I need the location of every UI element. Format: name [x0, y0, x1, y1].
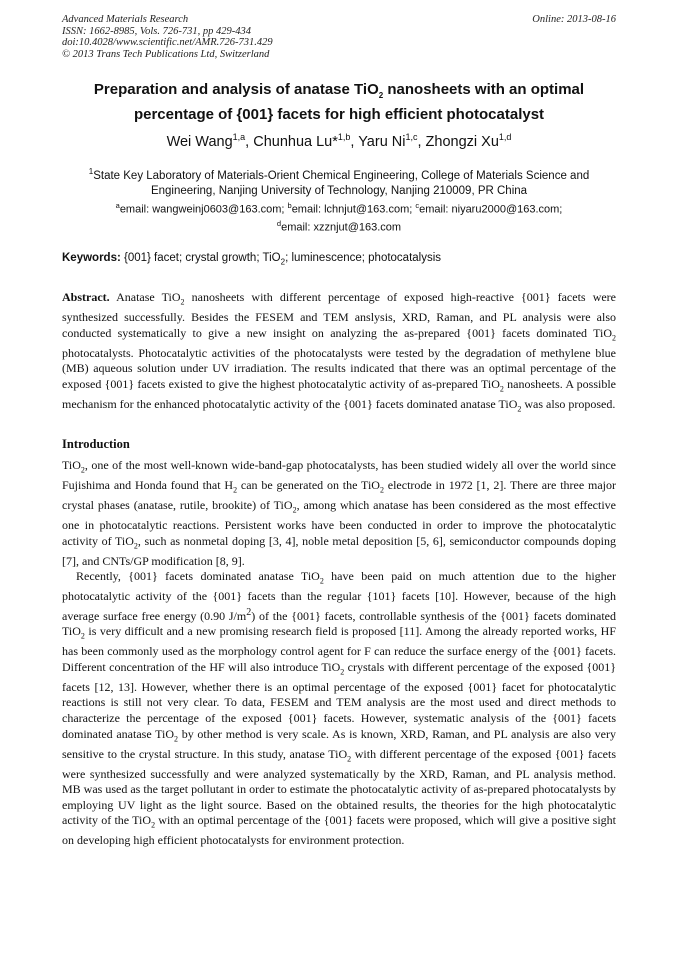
- copyright-line: © 2013 Trans Tech Publications Ltd, Switzerland: [62, 48, 270, 60]
- paper-title: Preparation and analysis of anatase TiO$_2$ nanosheets with an optimal percentage of {001} facets for high efficient photocatalyst: [93, 81, 585, 123]
- introduction-body: [62, 458, 616, 849]
- author-name: , Yaru Ni: [350, 133, 406, 150]
- section-heading: Introduction: [62, 437, 130, 451]
- author-name: Wei Wang: [166, 133, 233, 150]
- abstract: Abstract. Anatase TiO$_2$ nanosheets with different percentage of exposed high-reactive {001} facets were synthesized successfully. Besides the FESEM and TEM anslysis, XRD, Raman, and PL analysis were also conducted systematically to give a new insight on analyzing the as-prepared {001} facets dominated TiO$_2$ photocatalysts. Photocatalytic activities of the photocatalysts were tested by the degradation of methylene blue (MB) aqueous solution under UV irradiation. The results indicated that there was an optimal percentage of the exposed {001} facets existed to give the highest photocatalytic activity of as-prepared TiO$_2$ nanosheets. A possible mechanism for the enhanced photocatalytic activity of the {001} facets dominated anatase TiO$_2$ was also proposed.: [62, 290, 617, 414]
- paragraph: Recently, {001} facets dominated anatase TiO$_2$ have been paid on much attention due to the higher photocatalytic activity of the {001} facets than the regular {101} facets [10]. However, because of the high average surface free energy (0.90 $J/m^2$) of the {001} facets, controllable synthesis of the {001} facets dominated TiO$_2$ is very difficult and a new promising research field is proposed [11]. Among the already reported works, HF has been commonly used as the morphology control agent for F can reduce the surface energy of the {001} facets. Different concentration of the HF will also introduce TiO$_2$ crystals with different percentage of the exposed {001} facets [12, 13]. However, whether there is an optimal percentage of the exposed {001} facet for photocatalytic reactions is still not very clear. To data, FESEM and TEM analysis are the most used and direct methods to characterize the percentage of the exposed {001} facets. However, systematic analysis of the {001} facets dominated anatase TiO$_2$ by other method is very scale. As is known, XRD, Raman, and PL analysis are also very sensitive to the crystal structure. In this study, anatase TiO$_2$ with different percentage of the exposed {001} facets were synthesized successfully and were analyzed systematically by the XRD, Raman, and PL analysis method. MB was used as the target pollutant in order to estimate the photocatalytic activity of as-prepared photocatalysts by employing UV light as the light source. Based on the obtained results, the theories for the high photocatalytic activity of the TiO$_2$ with an optimal percentage of the {001} facets were proposed, which will give a positive sight on developing high efficient photocatalysts for environment protection.: [62, 569, 617, 848]
- author-name: , Zhongzi Xu: [417, 133, 499, 150]
- journal-name: Advanced Materials Research: [62, 14, 189, 25]
- paragraph: TiO$_2$, one of the most well-known wide-band-gap photocatalysts, has been studied widely all over the world since Fujishima and Honda found that $H_2$ can be generated on the TiO$_2$ electrode in 1972 [1, 2]. There are three major crystal phases (anatase, rutile, brookite) of TiO$_2$, among which anatase has been considered as the most effective one in photocatalytic reactions. Persistent works have been conducted in order to improve the photocatalytic activity of TiO$_2$, such as nonmetal doping [3, 4], noble metal deposition [5, 6], semiconductor compounds doping [7], and CNTs/GP modification [8, 9].: [62, 458, 617, 568]
- keywords-label: Keywords:: [62, 252, 121, 264]
- issn-line: ISSN: 1662-8985, Vols. 726-731, pp 429-434: [62, 25, 251, 37]
- keywords: Keywords: {001} facet; crystal growth; TiO$_2$; luminescence; photocatalysis: [62, 252, 442, 267]
- journal-header: [62, 14, 616, 60]
- affiliation: $^1$State Key Laboratory of Materials-Orient Chemical Engineering, College of Materials Science and Engineering, Nanjing University of Technology, Nanjing 210009, PR China: [88, 167, 590, 197]
- author-emails: $^a$email: wangweinj0603@163.com; $^b$email: lchnjut@163.com; $^c$email: niyaru2000@163.com; $^d$email: xzznjut@163.com: [115, 201, 563, 234]
- author-list: Wei Wang$^{1,a}$, Chunhua Lu*$^{1,b}$, Yaru Ni$^{1,c}$, Zhongzi Xu$^{1,d}$: [166, 132, 512, 150]
- doi-line: doi:10.4028/www.scientific.net/AMR.726-731.429: [62, 37, 273, 48]
- author-name: , Chunhua Lu*: [245, 133, 338, 150]
- abstract-label: Abstract.: [62, 290, 110, 304]
- online-date: Online: 2013-08-16: [532, 14, 616, 25]
